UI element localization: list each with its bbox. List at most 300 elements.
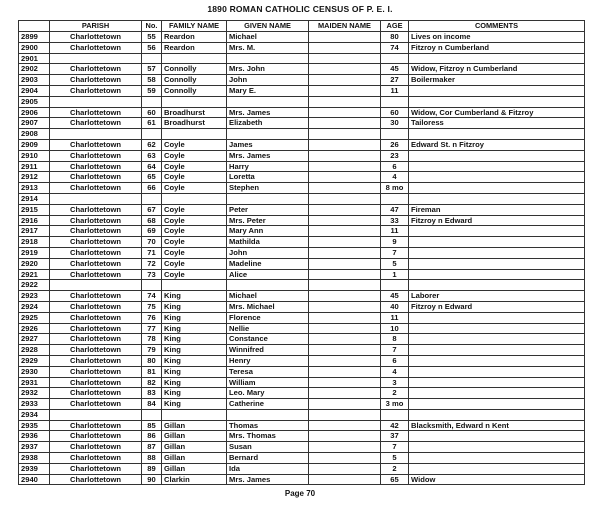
table-row <box>19 474 585 485</box>
cell-no: 64 <box>142 161 162 172</box>
cell-family-name: King <box>162 291 227 302</box>
cell-parish: Charlottetown <box>50 42 142 53</box>
cell-parish <box>50 280 142 291</box>
cell-maiden-name <box>309 355 381 366</box>
cell-family-name <box>162 193 227 204</box>
cell-row-number: 2924 <box>19 301 50 312</box>
cell-parish: Charlottetown <box>50 139 142 150</box>
cell-age: 4 <box>381 172 409 183</box>
cell-parish: Charlottetown <box>50 399 142 410</box>
cell-comments <box>409 334 585 345</box>
cell-parish: Charlottetown <box>50 215 142 226</box>
cell-no: 87 <box>142 442 162 453</box>
cell-age <box>381 53 409 64</box>
table-row <box>19 366 585 377</box>
cell-age: 2 <box>381 463 409 474</box>
cell-row-number: 2909 <box>19 139 50 150</box>
cell-maiden-name <box>309 64 381 75</box>
cell-comments <box>409 129 585 140</box>
cell-age: 30 <box>381 118 409 129</box>
cell-comments <box>409 226 585 237</box>
cell-family-name: Gillan <box>162 453 227 464</box>
cell-comments <box>409 96 585 107</box>
cell-comments <box>409 237 585 248</box>
col-header-parish: PARISH <box>50 21 142 32</box>
table-row <box>19 85 585 96</box>
cell-no <box>142 280 162 291</box>
cell-parish <box>50 129 142 140</box>
cell-given-name: John <box>227 247 309 258</box>
cell-given-name: Catherine <box>227 399 309 410</box>
table-row <box>19 237 585 248</box>
cell-no: 79 <box>142 345 162 356</box>
table-row <box>19 150 585 161</box>
cell-given-name: Michael <box>227 32 309 43</box>
cell-row-number: 2920 <box>19 258 50 269</box>
cell-comments <box>409 399 585 410</box>
col-header-given: GIVEN NAME <box>227 21 309 32</box>
cell-no: 76 <box>142 312 162 323</box>
cell-age: 27 <box>381 75 409 86</box>
cell-maiden-name <box>309 96 381 107</box>
table-row <box>19 193 585 204</box>
cell-no: 77 <box>142 323 162 334</box>
col-header-comments: COMMENTS <box>409 21 585 32</box>
cell-age: 33 <box>381 215 409 226</box>
cell-age <box>381 193 409 204</box>
cell-family-name: Coyle <box>162 237 227 248</box>
cell-family-name <box>162 53 227 64</box>
cell-row-number: 2908 <box>19 129 50 140</box>
cell-no: 90 <box>142 474 162 485</box>
cell-no <box>142 409 162 420</box>
cell-given-name: Susan <box>227 442 309 453</box>
cell-family-name: Broadhurst <box>162 107 227 118</box>
cell-row-number: 2915 <box>19 204 50 215</box>
cell-age: 42 <box>381 420 409 431</box>
cell-family-name: Coyle <box>162 150 227 161</box>
cell-parish: Charlottetown <box>50 172 142 183</box>
table-row <box>19 75 585 86</box>
cell-given-name: Mrs. Thomas <box>227 431 309 442</box>
cell-parish: Charlottetown <box>50 226 142 237</box>
cell-parish: Charlottetown <box>50 388 142 399</box>
cell-comments: Fitzroy n Edward <box>409 301 585 312</box>
cell-row-number: 2928 <box>19 345 50 356</box>
cell-family-name: King <box>162 301 227 312</box>
cell-age: 80 <box>381 32 409 43</box>
cell-given-name <box>227 409 309 420</box>
cell-no: 84 <box>142 399 162 410</box>
table-row <box>19 118 585 129</box>
table-row <box>19 463 585 474</box>
col-header-row <box>19 21 50 32</box>
cell-maiden-name <box>309 323 381 334</box>
cell-age: 1 <box>381 269 409 280</box>
cell-no <box>142 193 162 204</box>
cell-parish: Charlottetown <box>50 442 142 453</box>
cell-age: 26 <box>381 139 409 150</box>
cell-family-name: Connolly <box>162 64 227 75</box>
cell-maiden-name <box>309 388 381 399</box>
cell-comments <box>409 53 585 64</box>
census-table <box>18 20 585 485</box>
cell-row-number: 2912 <box>19 172 50 183</box>
cell-row-number: 2911 <box>19 161 50 172</box>
cell-given-name: Loretta <box>227 172 309 183</box>
cell-row-number: 2902 <box>19 64 50 75</box>
table-row <box>19 453 585 464</box>
cell-row-number: 2939 <box>19 463 50 474</box>
table-row <box>19 32 585 43</box>
cell-age: 11 <box>381 312 409 323</box>
cell-given-name: Winnifred <box>227 345 309 356</box>
cell-family-name: Reardon <box>162 42 227 53</box>
cell-row-number: 2932 <box>19 388 50 399</box>
cell-age: 7 <box>381 247 409 258</box>
cell-comments <box>409 463 585 474</box>
cell-age: 23 <box>381 150 409 161</box>
table-row <box>19 280 585 291</box>
cell-comments <box>409 258 585 269</box>
cell-age: 6 <box>381 161 409 172</box>
cell-maiden-name <box>309 85 381 96</box>
cell-family-name: Coyle <box>162 161 227 172</box>
cell-age: 45 <box>381 291 409 302</box>
cell-family-name: Reardon <box>162 32 227 43</box>
cell-row-number: 2913 <box>19 183 50 194</box>
cell-row-number: 2922 <box>19 280 50 291</box>
col-header-no: No. <box>142 21 162 32</box>
cell-no: 88 <box>142 453 162 464</box>
table-row <box>19 269 585 280</box>
cell-no: 74 <box>142 291 162 302</box>
cell-parish: Charlottetown <box>50 269 142 280</box>
cell-family-name: Coyle <box>162 139 227 150</box>
cell-family-name: Coyle <box>162 269 227 280</box>
cell-given-name <box>227 280 309 291</box>
cell-family-name: King <box>162 388 227 399</box>
cell-family-name <box>162 409 227 420</box>
cell-parish <box>50 409 142 420</box>
cell-row-number: 2900 <box>19 42 50 53</box>
cell-maiden-name <box>309 118 381 129</box>
cell-maiden-name <box>309 193 381 204</box>
cell-given-name: Mrs. Michael <box>227 301 309 312</box>
cell-age: 37 <box>381 431 409 442</box>
cell-comments <box>409 377 585 388</box>
col-header-family: FAMILY NAME <box>162 21 227 32</box>
cell-comments <box>409 323 585 334</box>
cell-maiden-name <box>309 301 381 312</box>
cell-no: 80 <box>142 355 162 366</box>
cell-family-name: Broadhurst <box>162 118 227 129</box>
cell-comments: Lives on income <box>409 32 585 43</box>
cell-row-number: 2906 <box>19 107 50 118</box>
cell-no <box>142 53 162 64</box>
cell-given-name: Madeline <box>227 258 309 269</box>
table-row <box>19 399 585 410</box>
cell-comments: Laborer <box>409 291 585 302</box>
cell-comments <box>409 312 585 323</box>
cell-row-number: 2905 <box>19 96 50 107</box>
table-row <box>19 323 585 334</box>
cell-given-name <box>227 129 309 140</box>
cell-no: 85 <box>142 420 162 431</box>
cell-age: 6 <box>381 355 409 366</box>
cell-maiden-name <box>309 269 381 280</box>
cell-row-number: 2899 <box>19 32 50 43</box>
cell-parish: Charlottetown <box>50 377 142 388</box>
cell-row-number: 2940 <box>19 474 50 485</box>
cell-parish: Charlottetown <box>50 312 142 323</box>
cell-family-name: King <box>162 366 227 377</box>
cell-comments <box>409 247 585 258</box>
cell-family-name <box>162 280 227 291</box>
cell-row-number: 2938 <box>19 453 50 464</box>
cell-given-name: John <box>227 75 309 86</box>
cell-family-name: Connolly <box>162 85 227 96</box>
cell-row-number: 2934 <box>19 409 50 420</box>
cell-comments <box>409 280 585 291</box>
cell-row-number: 2923 <box>19 291 50 302</box>
table-row <box>19 312 585 323</box>
table-row <box>19 215 585 226</box>
cell-maiden-name <box>309 42 381 53</box>
cell-given-name: Bernard <box>227 453 309 464</box>
cell-age <box>381 409 409 420</box>
cell-no: 67 <box>142 204 162 215</box>
cell-age: 7 <box>381 442 409 453</box>
cell-given-name <box>227 96 309 107</box>
table-row <box>19 96 585 107</box>
cell-row-number: 2933 <box>19 399 50 410</box>
cell-no: 71 <box>142 247 162 258</box>
cell-family-name: King <box>162 377 227 388</box>
cell-family-name: King <box>162 334 227 345</box>
cell-maiden-name <box>309 204 381 215</box>
table-row <box>19 183 585 194</box>
cell-age <box>381 129 409 140</box>
cell-parish: Charlottetown <box>50 150 142 161</box>
cell-row-number: 2907 <box>19 118 50 129</box>
cell-maiden-name <box>309 442 381 453</box>
cell-age <box>381 96 409 107</box>
table-row <box>19 388 585 399</box>
cell-maiden-name <box>309 399 381 410</box>
cell-maiden-name <box>309 75 381 86</box>
cell-given-name <box>227 53 309 64</box>
cell-given-name: Mrs. Peter <box>227 215 309 226</box>
cell-comments <box>409 172 585 183</box>
cell-comments <box>409 453 585 464</box>
cell-maiden-name <box>309 172 381 183</box>
cell-row-number: 2914 <box>19 193 50 204</box>
cell-no: 55 <box>142 32 162 43</box>
cell-maiden-name <box>309 150 381 161</box>
cell-parish: Charlottetown <box>50 161 142 172</box>
cell-given-name: Harry <box>227 161 309 172</box>
cell-parish: Charlottetown <box>50 183 142 194</box>
cell-parish: Charlottetown <box>50 258 142 269</box>
page-title: 1890 ROMAN CATHOLIC CENSUS OF P. E. I. <box>207 4 393 14</box>
cell-given-name: Mary E. <box>227 85 309 96</box>
cell-age: 60 <box>381 107 409 118</box>
cell-family-name: King <box>162 312 227 323</box>
table-row <box>19 107 585 118</box>
cell-given-name: Florence <box>227 312 309 323</box>
cell-age: 4 <box>381 366 409 377</box>
cell-parish: Charlottetown <box>50 75 142 86</box>
cell-row-number: 2937 <box>19 442 50 453</box>
cell-family-name: Coyle <box>162 258 227 269</box>
cell-given-name: Teresa <box>227 366 309 377</box>
cell-comments: Widow, Cor Cumberland & Fitzroy <box>409 107 585 118</box>
table-row <box>19 53 585 64</box>
cell-row-number: 2919 <box>19 247 50 258</box>
cell-no: 78 <box>142 334 162 345</box>
cell-given-name: Peter <box>227 204 309 215</box>
cell-maiden-name <box>309 334 381 345</box>
cell-maiden-name <box>309 463 381 474</box>
header-row <box>19 21 585 32</box>
cell-family-name: Connolly <box>162 75 227 86</box>
cell-comments: Fitzroy n Edward <box>409 215 585 226</box>
page-number: Page 70 <box>284 489 316 498</box>
cell-given-name: Mrs. M. <box>227 42 309 53</box>
cell-parish: Charlottetown <box>50 355 142 366</box>
cell-maiden-name <box>309 431 381 442</box>
cell-given-name: Mrs. James <box>227 474 309 485</box>
cell-parish <box>50 96 142 107</box>
cell-no: 59 <box>142 85 162 96</box>
cell-maiden-name <box>309 161 381 172</box>
cell-age: 8 mo <box>381 183 409 194</box>
cell-parish: Charlottetown <box>50 323 142 334</box>
cell-maiden-name <box>309 345 381 356</box>
cell-age: 10 <box>381 323 409 334</box>
cell-comments: Widow <box>409 474 585 485</box>
cell-given-name: Mathilda <box>227 237 309 248</box>
cell-given-name: Mrs. James <box>227 150 309 161</box>
cell-no: 63 <box>142 150 162 161</box>
col-header-age: AGE <box>381 21 409 32</box>
cell-no: 57 <box>142 64 162 75</box>
cell-age: 7 <box>381 345 409 356</box>
cell-comments: Tailoress <box>409 118 585 129</box>
cell-comments: Fireman <box>409 204 585 215</box>
cell-parish: Charlottetown <box>50 85 142 96</box>
cell-family-name: King <box>162 399 227 410</box>
cell-comments <box>409 193 585 204</box>
cell-no <box>142 129 162 140</box>
cell-age: 3 <box>381 377 409 388</box>
cell-given-name: Nellie <box>227 323 309 334</box>
cell-row-number: 2917 <box>19 226 50 237</box>
cell-comments <box>409 269 585 280</box>
cell-row-number: 2921 <box>19 269 50 280</box>
cell-maiden-name <box>309 32 381 43</box>
cell-no: 81 <box>142 366 162 377</box>
cell-no: 65 <box>142 172 162 183</box>
cell-no: 83 <box>142 388 162 399</box>
cell-row-number: 2904 <box>19 85 50 96</box>
cell-parish: Charlottetown <box>50 334 142 345</box>
cell-no: 72 <box>142 258 162 269</box>
cell-age: 9 <box>381 237 409 248</box>
cell-maiden-name <box>309 258 381 269</box>
cell-no: 86 <box>142 431 162 442</box>
cell-parish: Charlottetown <box>50 345 142 356</box>
cell-parish: Charlottetown <box>50 366 142 377</box>
cell-no <box>142 96 162 107</box>
cell-given-name: Mrs. John <box>227 64 309 75</box>
table-row <box>19 377 585 388</box>
cell-comments <box>409 85 585 96</box>
cell-no: 69 <box>142 226 162 237</box>
cell-comments: Fitzroy n Cumberland <box>409 42 585 53</box>
cell-given-name: Constance <box>227 334 309 345</box>
cell-maiden-name <box>309 53 381 64</box>
table-row <box>19 129 585 140</box>
table-row <box>19 204 585 215</box>
cell-age: 2 <box>381 388 409 399</box>
cell-given-name: Henry <box>227 355 309 366</box>
cell-given-name <box>227 193 309 204</box>
cell-row-number: 2916 <box>19 215 50 226</box>
cell-maiden-name <box>309 377 381 388</box>
cell-maiden-name <box>309 474 381 485</box>
cell-parish: Charlottetown <box>50 453 142 464</box>
table-row <box>19 345 585 356</box>
cell-age: 5 <box>381 453 409 464</box>
table-row <box>19 420 585 431</box>
cell-row-number: 2931 <box>19 377 50 388</box>
cell-age: 11 <box>381 226 409 237</box>
cell-age <box>381 280 409 291</box>
cell-row-number: 2926 <box>19 323 50 334</box>
cell-given-name: Leo. Mary <box>227 388 309 399</box>
cell-family-name: Gillan <box>162 431 227 442</box>
cell-comments <box>409 366 585 377</box>
cell-no: 60 <box>142 107 162 118</box>
cell-maiden-name <box>309 183 381 194</box>
cell-age: 5 <box>381 258 409 269</box>
cell-family-name: Gillan <box>162 463 227 474</box>
table-row <box>19 172 585 183</box>
cell-parish: Charlottetown <box>50 204 142 215</box>
table-row <box>19 442 585 453</box>
cell-given-name: William <box>227 377 309 388</box>
cell-maiden-name <box>309 312 381 323</box>
cell-row-number: 2936 <box>19 431 50 442</box>
cell-maiden-name <box>309 129 381 140</box>
cell-row-number: 2901 <box>19 53 50 64</box>
cell-age: 47 <box>381 204 409 215</box>
cell-maiden-name <box>309 139 381 150</box>
cell-parish: Charlottetown <box>50 237 142 248</box>
cell-given-name: Mrs. James <box>227 107 309 118</box>
cell-parish: Charlottetown <box>50 291 142 302</box>
cell-age: 74 <box>381 42 409 53</box>
table-row <box>19 42 585 53</box>
cell-no: 66 <box>142 183 162 194</box>
cell-maiden-name <box>309 107 381 118</box>
cell-maiden-name <box>309 247 381 258</box>
cell-row-number: 2935 <box>19 420 50 431</box>
cell-maiden-name <box>309 420 381 431</box>
cell-no: 75 <box>142 301 162 312</box>
